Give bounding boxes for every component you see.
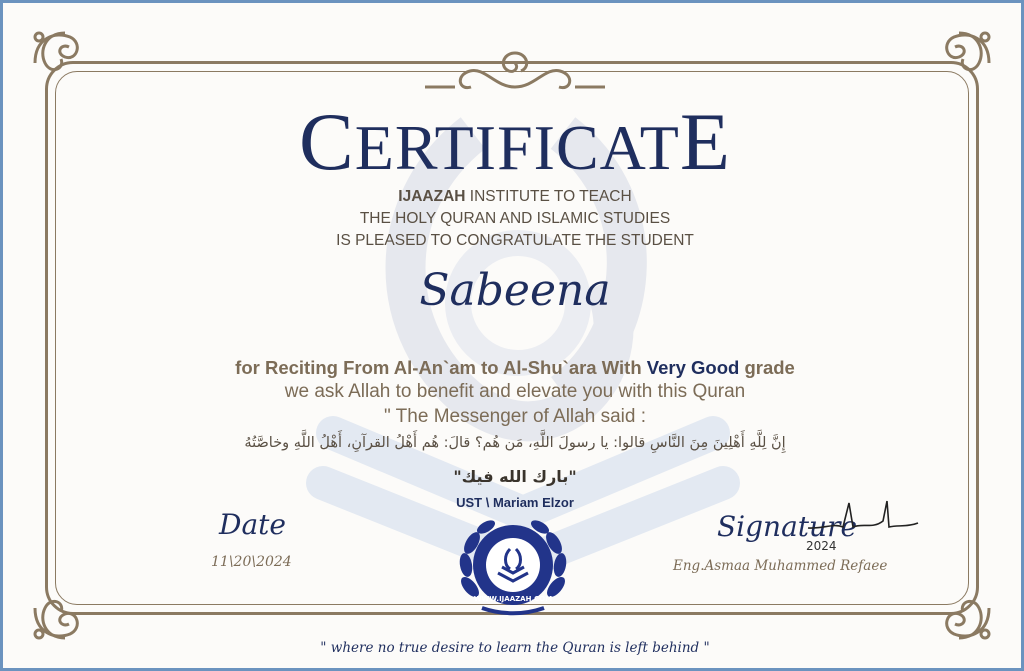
- signer-name: Eng.Asmaa Muhammed Refaee: [673, 558, 888, 574]
- corner-ornament-icon: [929, 23, 999, 93]
- teacher-name: UST \ Mariam Elzor: [456, 495, 574, 510]
- institute-line-1: IJAAZAH INSTITUTE TO TEACH: [398, 188, 632, 205]
- signature-label: Signature: [717, 510, 858, 543]
- corner-ornament-icon: [929, 578, 999, 648]
- certificate-title: CERTIFICATE: [299, 96, 731, 187]
- top-ornament-icon: [415, 47, 615, 97]
- footer-quote: " where no true desire to learn the Quran is left behind ": [320, 640, 710, 656]
- grade: Very Good: [646, 357, 740, 378]
- date-label: Date: [219, 508, 286, 541]
- date-value: 11\20\2024: [211, 554, 292, 570]
- blessing-text: "بارك الله فيك": [453, 467, 577, 486]
- seal-text: WWW.IJAAZAH.COM: [473, 595, 553, 603]
- recitation-line: for Reciting From Al-An`am to Al-Shu`ara With Very Good grade: [235, 357, 795, 378]
- institute-seal-icon: [452, 513, 574, 618]
- signature-year: 2024: [806, 539, 837, 553]
- institute-line-2: THE HOLY QURAN AND ISLAMIC STUDIES: [359, 210, 671, 227]
- handwritten-signature-icon: [803, 493, 923, 543]
- corner-ornament-icon: [25, 23, 95, 93]
- institute-line-3: IS PLEASED TO CONGRATULATE THE STUDENT: [336, 232, 694, 249]
- student-name: Sabeena: [419, 265, 611, 316]
- hadith-text: إِنَّ لِلَّهِ أَهْلِينَ مِنَ النَّاسِ قالوا: يا رسولَ اللَّهِ، مَن هُم؟ قالَ: هُم أَهْلُ القرآنِ، أَهْلُ اللَّهِ وخاصَّتُهُ: [244, 435, 786, 451]
- institute-name: IJAAZAH: [398, 188, 466, 205]
- messenger-said-line: " The Messenger of Allah said :: [384, 406, 646, 427]
- corner-ornament-icon: [25, 578, 95, 648]
- prayer-line: we ask Allah to benefit and elevate you with this Quran: [284, 381, 746, 402]
